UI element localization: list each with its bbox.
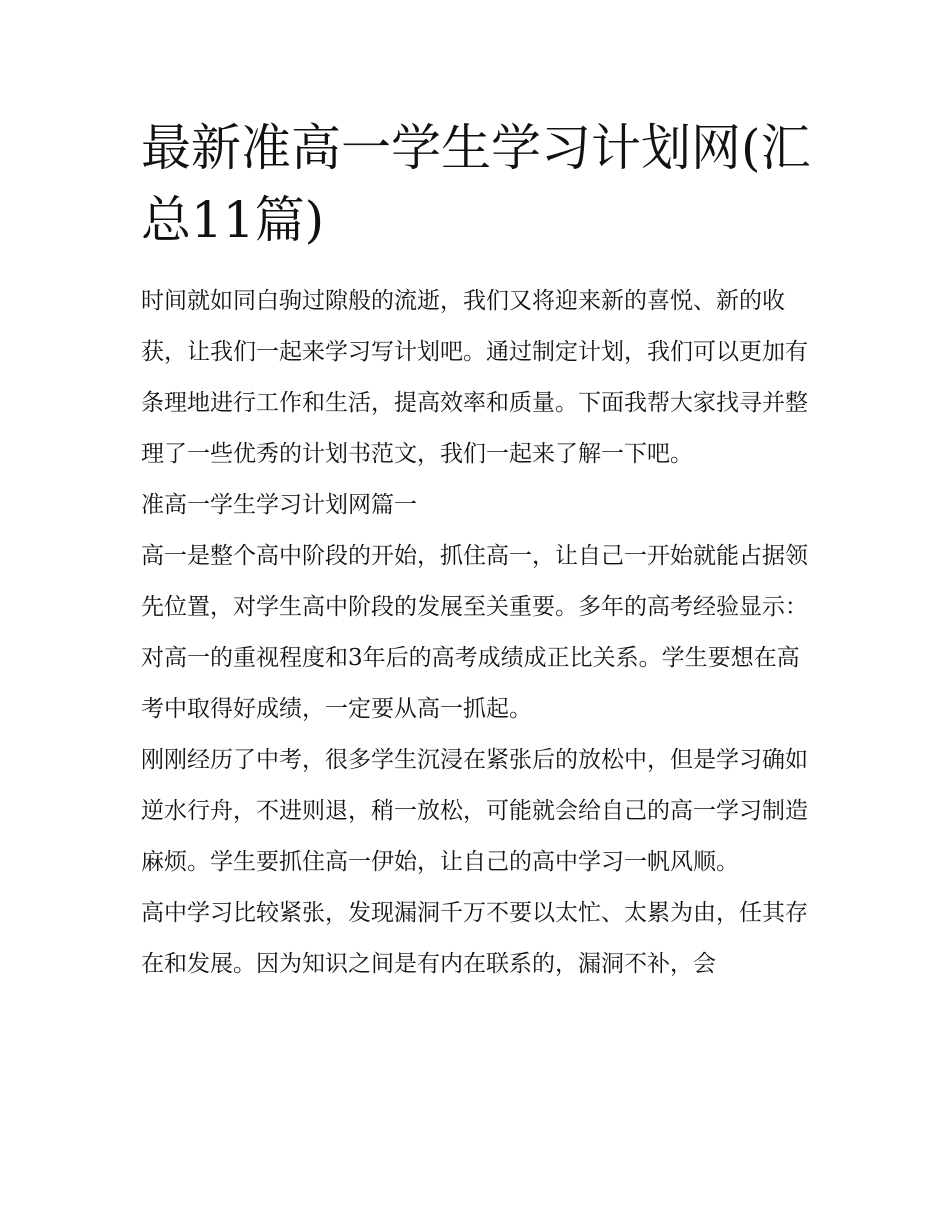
body-paragraph-2: 刚刚经历了中考，很多学生沉浸在紧张后的放松中，但是学习确如逆水行舟，不进则退，稍一放松，可能就会给自己的高一学习制造麻烦。学生要抓住高一伊始，让自己的高中学习一帆风顺。 (141, 747, 808, 875)
body-paragraph-1: 高一是整个高中阶段的开始，抓住高一，让自己一开始就能占据领先位置，对学生高中阶段的发展至关重要。多年的高考经验显示：对高一的重视程度和3年后的高考成绩成正比关系。学生要想在高考中取得好成绩，一定要从高一抓起。 (141, 543, 808, 722)
section-heading: 准高一学生学习计划网篇一 (141, 492, 417, 518)
intro-paragraph: 时间就如同白驹过隙般的流逝，我们又将迎来新的喜悦、新的收获，让我们一起来学习写计划吧。通过制定计划，我们可以更加有条理地进行工作和生活，提高效率和质量。下面我帮大家找寻并整理了一些优秀的计划书范文，我们一起来了解一下吧。 (141, 288, 808, 467)
body-paragraph-3: 高中学习比较紧张，发现漏洞千万不要以太忙、太累为由，任其存在和发展。因为知识之间是有内在联系的，漏洞不补，会 (141, 900, 808, 977)
document-content (141, 112, 813, 990)
document-title: 最新准高一学生学习计划网(汇总11篇) (141, 119, 811, 249)
